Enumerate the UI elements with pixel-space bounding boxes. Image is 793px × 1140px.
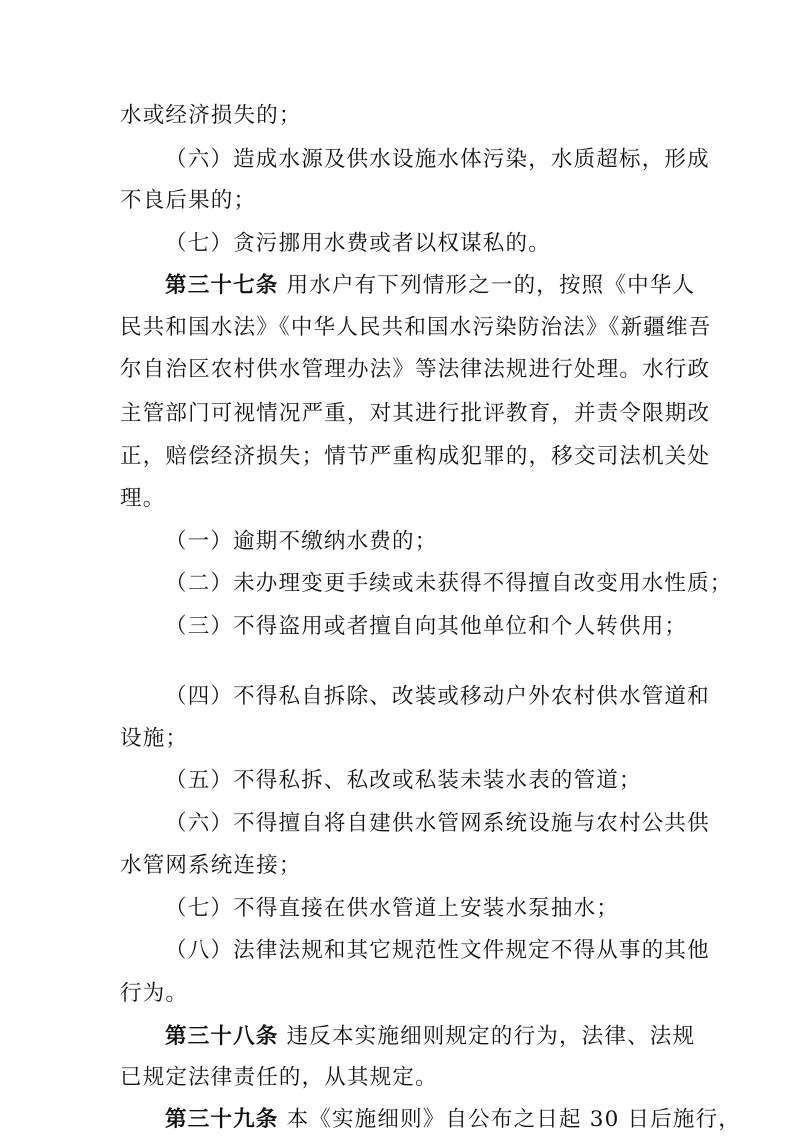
clause-7: （七）不得直接在供水管道上安装水泵抽水； [165, 896, 620, 921]
clause-8-line-2: 行为。 [120, 981, 189, 1006]
article-37-line-3: 尔自治区农村供水管理办法》等法律法规进行处理。水行政 [120, 357, 711, 382]
clause-8-line-1: （八）法律法规和其它规范性文件规定不得从事的其他 [165, 938, 710, 963]
clause-1: （一）逾期不缴纳水费的； [165, 529, 438, 554]
article-39-text: 本《实施细则》自公布之日起 30 日后施行， [286, 1107, 741, 1132]
article-39-heading: 第三十九条 [165, 1107, 279, 1132]
article-38-text: 违反本实施细则规定的行为，法律、法规 [286, 1024, 696, 1049]
article-37-text: 用水户有下列情形之一的，按照《中华人 [286, 273, 696, 298]
clause-4-line-2: 设施； [120, 726, 189, 751]
item-6-line-2: 不良后果的； [120, 188, 257, 213]
item-6-line-1: （六）造成水源及供水设施水体污染，水质超标，形成 [165, 147, 710, 172]
article-37-line-4: 主管部门可视情况严重，对其进行批评教育，并责令限期改 [120, 401, 711, 426]
item-7: （七）贪污挪用水费或者以权谋私的。 [165, 231, 551, 256]
clause-3: （三）不得盗用或者擅自向其他单位和个人转供用； [165, 614, 688, 639]
article-37-line-1 [165, 266, 696, 306]
article-38-line-1 [165, 1017, 696, 1057]
clause-4-line-1: （四）不得私自拆除、改装或移动户外农村供水管道和 [165, 684, 710, 709]
clause-5: （五）不得私拆、私改或私装未装水表的管道； [165, 768, 642, 793]
text-line-1: 水或经济损失的； [120, 103, 302, 128]
clause-2: （二）未办理变更手续或未获得不得擅自改变用水性质； [165, 571, 733, 596]
article-38-heading: 第三十八条 [165, 1024, 279, 1049]
article-39-line-1 [165, 1100, 741, 1140]
clause-6-line-1: （六）不得擅自将自建供水管网系统设施与农村公共供 [165, 811, 710, 836]
clause-6-line-2: 水管网系统连接； [120, 853, 302, 878]
article-38-line-2: 已规定法律责任的，从其规定。 [120, 1065, 438, 1090]
article-37-line-5: 正，赔偿经济损失；情节严重构成犯罪的，移交司法机关处 [120, 444, 711, 469]
article-37-line-2: 民共和国水法》《中华人民共和国水污染防治法》《新疆维吾 [120, 315, 712, 340]
article-37-heading: 第三十七条 [165, 273, 279, 298]
article-37-line-6: 理。 [120, 486, 166, 511]
